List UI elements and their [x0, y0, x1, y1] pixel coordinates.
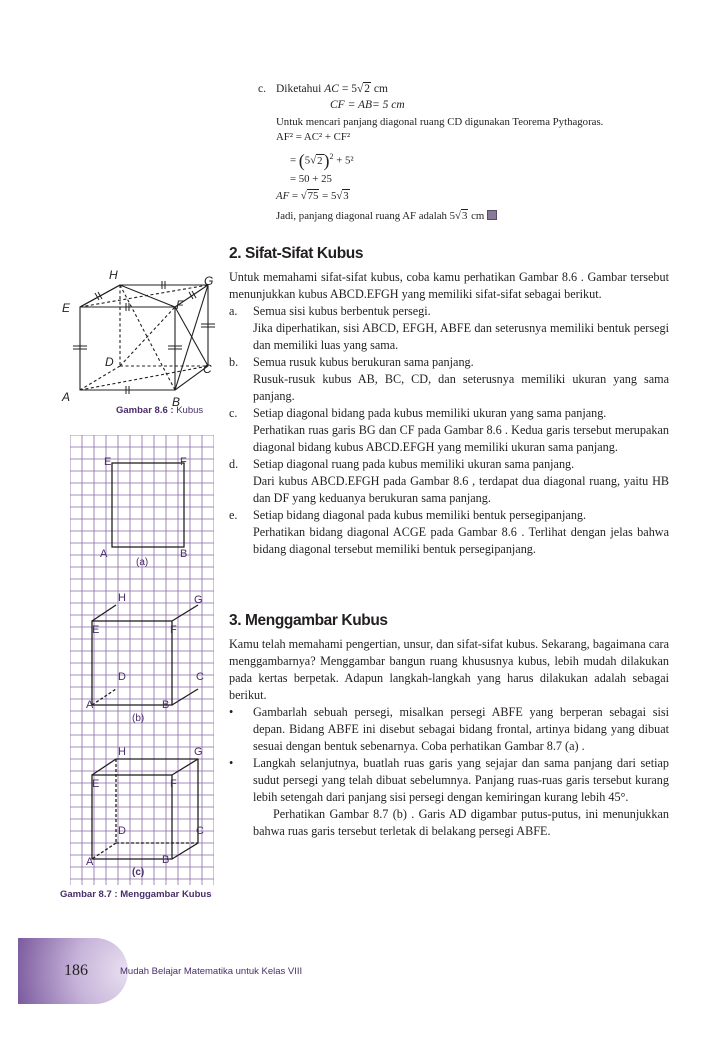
- figure-8-7: [70, 435, 214, 885]
- example-line-1: Diketahui AC = 5√2 cm: [276, 83, 388, 95]
- property-e: e. Setiap bidang diagonal pada kubus memiliki bentuk persegipanjang. Perhatikan bidang diagonal ACGE pada Gambar 8.6 . Terlihat dengan jelas bahwa bidang diagonal tersebut memiliki bentuk persegipanjang.: [229, 508, 669, 556]
- b-label-D: D: [118, 671, 126, 683]
- cube-diagram: [60, 262, 220, 422]
- example-line-3: Untuk mencari panjang diagonal ruang CD digunakan Teorema Pythagoras.: [276, 116, 604, 128]
- hidden-edges: [80, 285, 208, 390]
- label-H: H: [109, 268, 118, 282]
- c-label-E: E: [92, 778, 100, 790]
- property-d: d. Setiap diagonal ruang pada kubus memiliki ukuran sama panjang. Dari kubus ABCD.EFGH pada Gambar 8.6 , terdapat dua diagonal ruang, yaitu HB dan DF yang keduanya berukuran sama panjang.: [229, 457, 669, 505]
- c-label-D: D: [118, 825, 126, 837]
- section-2-intro: Untuk memahami sifat-sifat kubus, coba kamu perhatikan Gambar 8.6 . Gambar tersebut menunjukkan kubus ABCD.EFGH yang memiliki sifat-sifat sebagai berikut.: [229, 270, 669, 301]
- section-3-intro: Kamu telah memahami pengertian, unsur, dan sifat-sifat kubus. Sekarang, bagaimana cara menggambarnya? Menggambar bangun ruang khususnya kubus, lebih mudah dilakukan pada kertas berpetak. Adapun langkah-langkah yang harus dilakukan adalah sebagai berikut.: [229, 637, 669, 702]
- b-label-B: B: [162, 699, 170, 711]
- page-number: 186: [64, 962, 88, 979]
- b-label-F: F: [170, 624, 177, 636]
- section-3-body: [229, 636, 669, 840]
- example-line-7: AF = √75 = 5√3: [276, 190, 349, 202]
- b-sub: (b): [132, 713, 145, 724]
- diag-cf: [175, 307, 208, 366]
- example-line-5: = $(5√2)^2 + 5^2$: [290, 150, 354, 171]
- end-square-icon: [487, 210, 497, 220]
- cube-a: [112, 463, 184, 547]
- cube-c: [92, 759, 198, 859]
- b-label-G: G: [194, 594, 203, 606]
- property-a: a. Semua sisi kubus berbentuk persegi. Jika diperhatikan, sisi ABCD, EFGH, ABFE dan seterusnya memiliki bentuk persegi dan memiliki luas yang sama.: [229, 304, 669, 352]
- a-sub: (a): [136, 557, 149, 568]
- c-label-G: G: [194, 746, 203, 758]
- a-label-A: A: [100, 548, 108, 560]
- c-label-H: H: [118, 746, 126, 758]
- example-line-6: = 50 + 25: [290, 173, 332, 185]
- example-line-8: Jadi, panjang diagonal ruang AF adalah 5√3 cm: [276, 209, 497, 224]
- c-label-A: A: [86, 856, 94, 868]
- label-D: D: [105, 355, 114, 369]
- label-A: A: [62, 390, 71, 404]
- front-face: [80, 307, 175, 390]
- b-label-C: C: [196, 671, 204, 683]
- section-3-title: 3. Menggambar Kubus: [229, 612, 388, 629]
- grid-paper: [70, 435, 214, 885]
- b-label-H: H: [118, 592, 126, 604]
- figure-8-6-caption: Gambar 8.6 : Kubus: [116, 405, 204, 416]
- figure-8-7-caption: Gambar 8.7 : Menggambar Kubus: [60, 889, 212, 900]
- book-title: Mudah Belajar Matematika untuk Kelas VIII: [120, 966, 303, 977]
- label-G: G: [204, 274, 214, 288]
- b-label-E: E: [92, 624, 100, 636]
- label-B: B: [172, 395, 181, 409]
- figure-8-6: [60, 262, 220, 422]
- example-line-4: AF² = AC² + CF²: [276, 131, 351, 143]
- back-edges: [80, 285, 208, 390]
- example-marker: c.: [258, 83, 266, 95]
- step-2: • Langkah selanjutnya, buatlah ruas garis yang sejajar dan sama panjang dari setiap sudut persegi yang telah dibuat sebelumnya. Panjang ruas-ruas garis tersebut kurang lebih setengah dari panjang sisi persegi dengan kemiringan kurang lebih 45°. Perhatikan Gambar 8.7 (b) . Garis AD digambar putus-putus, ini menunjukkan bahwa ruas garis tersebut terletak di belakang persegi ABFE.: [229, 756, 669, 838]
- example-line-2: CF = AB= 5 cm: [330, 99, 405, 111]
- a-label-F: F: [180, 456, 187, 468]
- c-sub: (c): [132, 867, 145, 878]
- section-2-title: 2. Sifat-Sifat Kubus: [229, 245, 364, 262]
- label-F: F: [176, 298, 184, 312]
- example-c: [258, 78, 698, 228]
- cube-b: [92, 605, 198, 705]
- step-1: • Gambarlah sebuah persegi, misalkan persegi ABFE yang berperan sebagai sisi depan. Bidang ABFE ini disebut sebagai bidang frontal, artinya bidang yang dibuat sesuai dengan bentuk sebenarnya. Coba perhatikan Gambar 8.7 (a) .: [229, 705, 669, 753]
- a-label-E: E: [104, 456, 112, 468]
- a-label-B: B: [180, 548, 188, 560]
- section-2-body: [229, 269, 669, 558]
- c-label-C: C: [196, 825, 204, 837]
- label-C: C: [203, 362, 212, 376]
- label-E: E: [62, 301, 71, 315]
- c-label-F: F: [170, 778, 177, 790]
- property-c: c. Setiap diagonal bidang pada kubus memiliki ukuran yang sama panjang. Perhatikan ruas garis BG dan CF pada Gambar 8.6 . Kedua garis tersebut merupakan diagonal bidang kubus ABCD.EFGH yang memiliki ukuran sama panjang.: [229, 406, 669, 454]
- property-b: b. Semua rusuk kubus berukuran sama panjang. Rusuk-rusuk kubus AB, BC, CD, dan seterusnya memiliki ukuran yang sama panjang.: [229, 355, 669, 403]
- b-label-A: A: [86, 699, 94, 711]
- c-label-B: B: [162, 854, 170, 866]
